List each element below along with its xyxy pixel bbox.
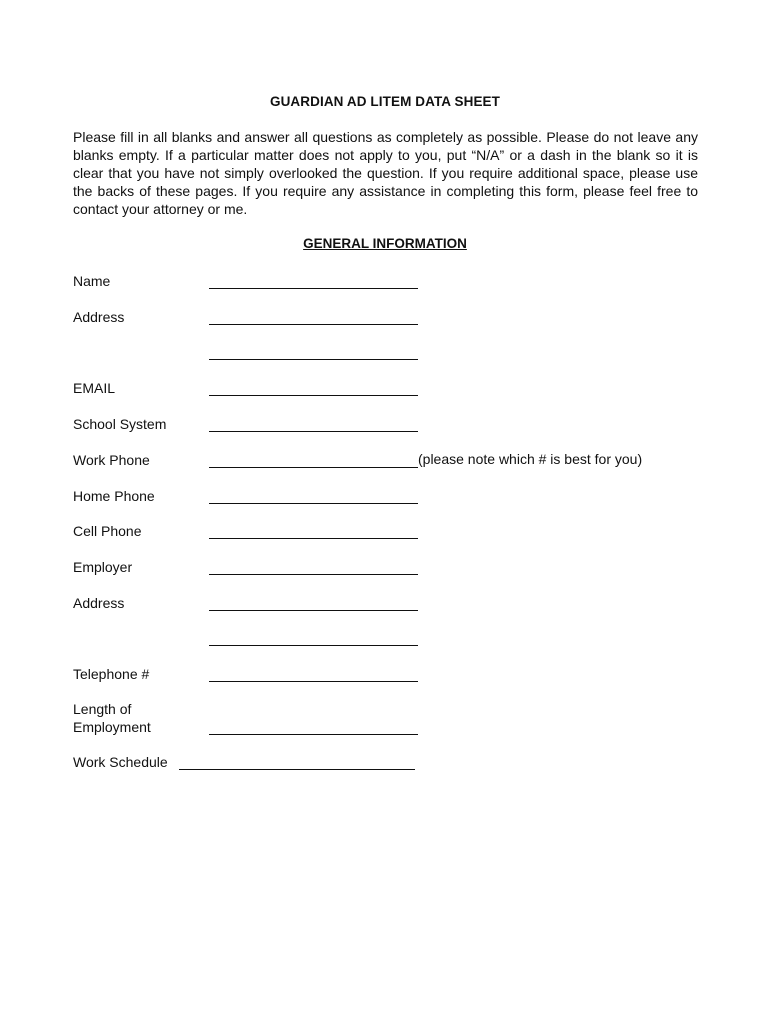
home-phone-field[interactable]: [209, 503, 418, 504]
length-of-employment-field[interactable]: [209, 734, 418, 735]
address-field-line1[interactable]: [209, 324, 418, 325]
work-schedule-field[interactable]: [179, 769, 415, 770]
form-title: GUARDIAN AD LITEM DATA SHEET: [269, 94, 501, 109]
length-of-employment-label-line1: Length of: [73, 701, 132, 717]
work-schedule-label: Work Schedule: [73, 754, 168, 770]
work-phone-label: Work Phone: [73, 452, 150, 468]
telephone-label: Telephone #: [73, 666, 150, 682]
name-label: Name: [73, 273, 111, 289]
work-phone-note: (please note which # is best for you): [418, 451, 643, 467]
employer-address-field-line2[interactable]: [209, 645, 418, 646]
section-heading-text: GENERAL INFORMATION: [303, 236, 467, 251]
school-system-label: School System: [73, 416, 167, 432]
employer-address-field-line1[interactable]: [209, 610, 418, 611]
employer-field[interactable]: [209, 574, 418, 575]
length-of-employment-label-line2: Employment: [73, 719, 151, 735]
email-label: EMAIL: [73, 380, 116, 396]
cell-phone-label: Cell Phone: [73, 523, 142, 539]
address-field-line2[interactable]: [209, 359, 418, 360]
telephone-field[interactable]: [209, 681, 418, 682]
employer-label: Employer: [73, 559, 133, 575]
home-phone-label: Home Phone: [73, 488, 155, 504]
address-label: Address: [73, 309, 125, 325]
work-phone-field[interactable]: [209, 467, 418, 468]
employer-address-label: Address: [73, 595, 125, 611]
name-field[interactable]: [209, 288, 418, 289]
school-system-field[interactable]: [209, 431, 418, 432]
email-field[interactable]: [209, 395, 418, 396]
instructions-paragraph: Please fill in all blanks and answer all questions as completely as possible. Please do not leave any blanks empty. If a particular matter does not apply to you, put “N/A” or a dash in the blank so it is clear that you have not simply overlooked the question. If you require additional space, please use the backs of these pages. If you require any assistance in completing this form, please feel free to contact your attorney or me.: [73, 129, 698, 217]
cell-phone-field[interactable]: [209, 538, 418, 539]
section-heading: [0, 236, 770, 251]
